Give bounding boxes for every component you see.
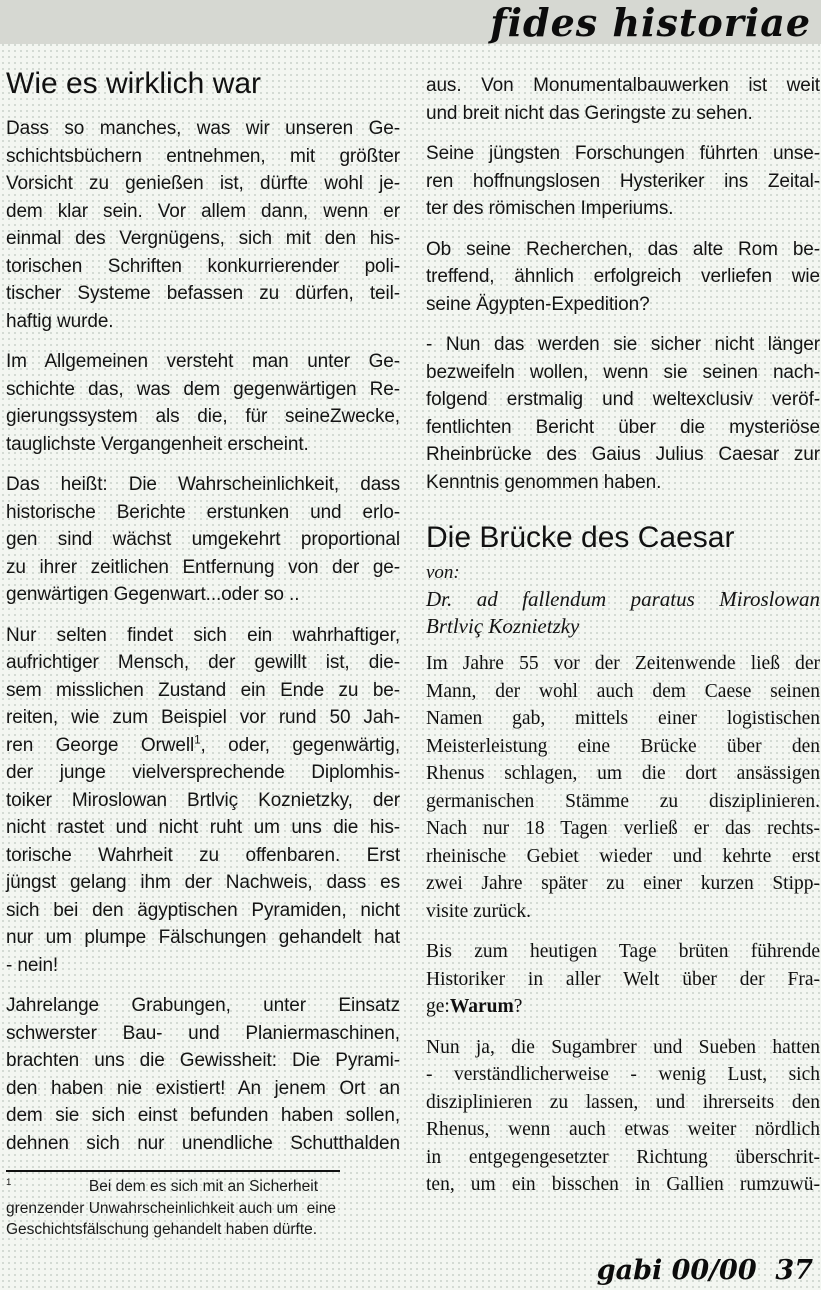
text-line: einmal des Vergnügens, sich mit den his- (6, 228, 400, 249)
text-line: rheinische Gebiet wieder und kehrte erst (426, 845, 820, 867)
text-line: historische Berichte erstunken und erlo- (6, 501, 400, 523)
text-line: Nach nur 18 Tagen verließ er das rechts- (426, 818, 820, 839)
text-line: toiker Miroslowan Brtlviç Koznietzky, der (6, 789, 400, 811)
left-column (6, 44, 400, 1241)
text-line: Rhenus schlagen, um die dort ansässigen (426, 763, 820, 784)
masthead-band (0, 0, 821, 44)
text-line: Kenntnis genommen haben. (426, 471, 662, 493)
two-column-layout (0, 44, 821, 1241)
text-line: disziplinieren zu lassen, und ihrerseits den (426, 1091, 820, 1113)
text-line: grenzender Unwahrscheinlichkeit auch um eine (6, 1199, 336, 1217)
text-line: zwei Jahre später zu einer kurzen Stipp- (426, 873, 820, 894)
article-2-heading: Die Brücke des Caesar (426, 521, 735, 554)
page-footer: gabi 00/00 37 (596, 1255, 813, 1286)
text-line: Nun ja, die Sugambrer und Sueben hatten (426, 1036, 820, 1058)
text-line: Seine jüngsten Forschungen führten unse- (426, 143, 820, 164)
text-line: Historiker in aller Welt über der Fra- (426, 968, 820, 990)
paragraph (426, 236, 820, 319)
text-line: Dass so manches, was wir unseren Ge- (6, 118, 400, 139)
text-line: Im Allgemeinen versteht man unter Ge- (6, 351, 400, 372)
text-line: Meisterleistung eine Brücke über den (426, 735, 820, 757)
text-line: tischer Systeme befassen zu dürfen, teil- (6, 283, 400, 304)
paragraph (426, 1034, 820, 1199)
text-line: dem sie sich einst befunden haben sollen, (6, 1105, 400, 1126)
text-line: genwärtigen Gegenwart...oder so .. (6, 584, 300, 605)
paragraph (6, 992, 400, 1157)
text-line: Nur selten findet sich ein wahrhaftiger, (6, 624, 400, 646)
text-line: schichte das, was dem gegenwärtigen Re- (6, 378, 400, 400)
text-line: torische Wahrheit zu offenbaren. Erst (6, 844, 400, 866)
text-line: Bis zum heutigen Tage brüten führende (426, 941, 820, 962)
text-line: seine Ägypten-Expedition? (426, 293, 650, 315)
text-line: Mann, der wohl auch dem Caese seinen (426, 680, 820, 702)
text-line: aus. Von Monumentalbauwerken ist weit (426, 75, 820, 96)
text-line: ren hoffnungslosen Hysteriker ins Zeital- (426, 170, 820, 192)
text-line: Dr. ad fallendum paratus Miroslowan (426, 587, 820, 611)
text-line: gen sind wächst umgekehrt proportional (6, 529, 400, 550)
text-line: gierungssystem als die, für seineZwecke, (6, 406, 400, 427)
text-line: Geschichtsfälschung gehandelt haben dürfte. (6, 1221, 318, 1238)
footnote (6, 1170, 414, 1241)
paragraph (6, 622, 400, 980)
text-line: aufrichtiger Mensch, der gewillt ist, die- (6, 652, 400, 673)
text-line: fentlichten Bericht über die mysteriöse (426, 416, 820, 438)
text-line: ten, um ein bisschen in Gallien rumzuwü- (426, 1174, 820, 1195)
article-2-body (426, 650, 820, 1199)
text-line: - Nun das werden sie sicher nicht länger (426, 334, 820, 355)
text-line: schichtsbüchern entnehmen, mit größter (6, 145, 400, 167)
text-line: Brtlviç Koznietzky (426, 614, 580, 638)
article-1-continuation (426, 44, 820, 496)
text-line: nur um plumpe Fälschungen gehandelt hat (6, 927, 400, 948)
text-line: Jahrelange Grabungen, unter Einsatz (6, 995, 400, 1016)
text-line: ren George Orwell$^1$, oder, gegenwärtig, (6, 733, 400, 756)
text-line: in entgegengesetzter Richtung überschrit- (426, 1146, 820, 1168)
right-column (426, 44, 820, 1241)
footnote-divider (6, 1170, 340, 1172)
text-line: tauglichste Vergangenheit erscheint. (6, 433, 309, 455)
text-line: sich bei den ägyptischen Pyramiden, nicht (6, 899, 400, 921)
text-line: der junge vielversprechende Diplomhis- (6, 762, 400, 783)
text-line: Das heißt: Die Wahrscheinlichkeit, dass (6, 474, 400, 495)
text-line: Ob seine Recherchen, das alte Rom be- (426, 238, 820, 260)
text-line: ge:Warum? (426, 996, 523, 1017)
paragraph (6, 115, 400, 335)
text-line: $^1$ Bei dem es sich mit an Sicherheit (6, 1176, 319, 1195)
text-line: jüngst gelang ihm der Nachweis, dass es (6, 872, 400, 893)
text-line: schwerster Bau- und Planiermaschinen, (6, 1022, 400, 1044)
text-line: torischen Schriften konkurrierender poli- (6, 255, 400, 277)
text-line: Im Jahre 55 vor der Zeitenwende ließ der (426, 653, 820, 674)
text-line: sem misslichen Zustand ein Ende zu be- (6, 679, 400, 701)
text-line: Namen gab, mittels einer logistischen (426, 708, 820, 729)
paragraph (6, 348, 400, 458)
paragraph (426, 72, 820, 127)
text-line: bezweifeln wollen, wenn sie seinen nach- (426, 361, 820, 383)
text-line: visite zurück. (426, 900, 532, 922)
text-line: reiten, wie zum Beispiel vor rund 50 Jah- (6, 707, 400, 728)
paragraph (426, 331, 820, 496)
text-line: dehnen sich nur unendliche Schutthalden (6, 1132, 400, 1154)
article-1-heading: Wie es wirklich war (6, 67, 262, 100)
text-line: - verständlicherweise - wenig Lust, sich (426, 1064, 820, 1085)
text-line: den haben nie existiert! An jenem Ort an (6, 1077, 400, 1099)
paragraph (426, 140, 820, 223)
article-1-body (6, 115, 400, 1157)
paragraph (6, 471, 400, 609)
text-line: germanischen Stämme zu disziplinieren. (426, 790, 820, 812)
text-line: zu ihrer zeitlichen Entfernung von der ge- (6, 556, 400, 578)
text-line: haftig wurde. (6, 310, 114, 332)
text-line: Rhenus, wenn auch etwas weiter nördlich (426, 1119, 820, 1140)
text-line: Rheinbrücke des Gaius Julius Caesar zur (426, 444, 820, 465)
text-line: ter des römischen Imperiums. (426, 198, 674, 219)
paragraph (426, 938, 820, 1021)
text-line: - nein! (6, 954, 59, 976)
text-line: und breit nicht das Geringste zu sehen. (426, 102, 753, 124)
text-line: nicht rastet und nicht ruht um uns die his- (6, 817, 400, 838)
text-line: folgend erstmalig und weltexclusiv veröf- (426, 389, 820, 410)
paragraph (426, 650, 820, 925)
footnote-text (6, 1176, 414, 1241)
text-line: brachten uns die Gewissheit: Die Pyrami- (6, 1050, 400, 1071)
text-line: Vorsicht zu genießen ist, dürfte wohl je- (6, 173, 400, 194)
magazine-title: fides historiae (490, 0, 811, 45)
text-line: dem klar sein. Vor allem dann, wenn er (6, 200, 400, 222)
byline (426, 586, 820, 640)
byline-label: von: (426, 562, 460, 583)
text-line: treffend, ähnlich erfolgreich verliefen wie (426, 266, 820, 287)
